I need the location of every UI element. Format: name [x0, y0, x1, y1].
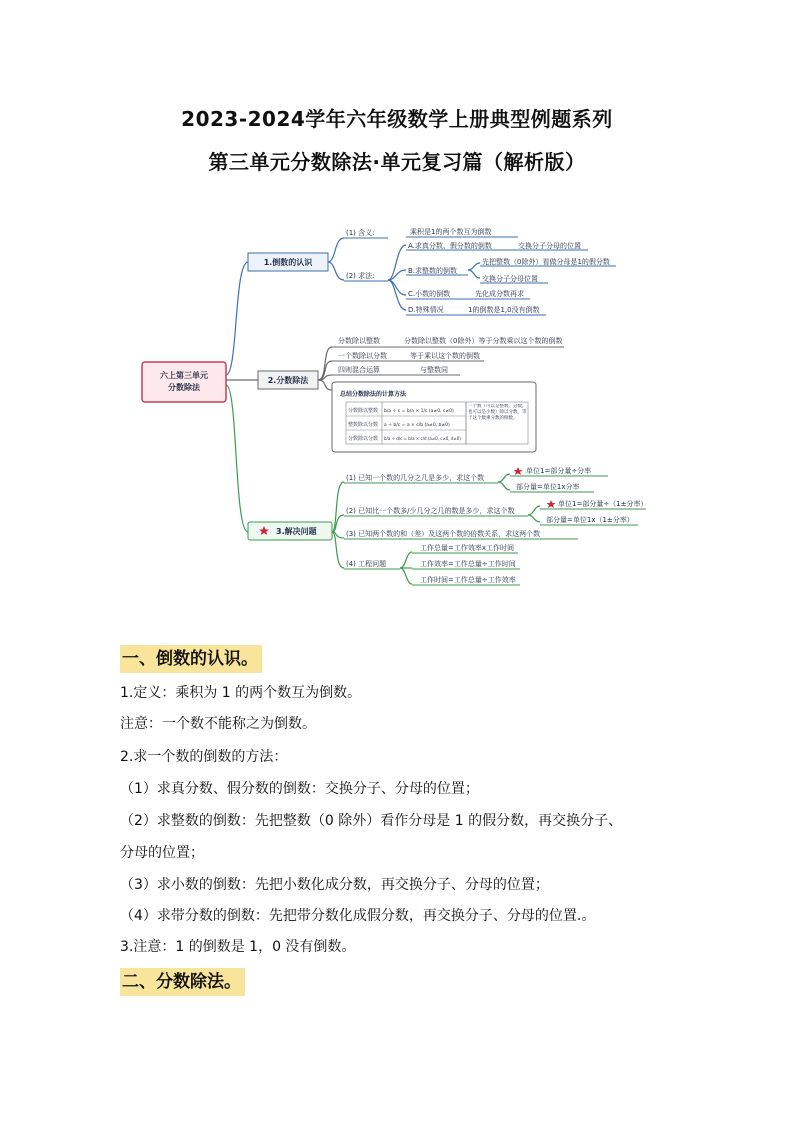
star-icon	[514, 467, 523, 475]
problem4-label: (4) 工程问题	[346, 560, 387, 568]
problem1-a: 单位1=部分量÷分率	[526, 467, 592, 475]
method-d-label: D.特殊情况	[408, 306, 444, 314]
problem2-b: 部分量=单位1x（1±分率）	[546, 516, 634, 524]
summary-box-title: 总结分数除法的计算方法	[340, 391, 407, 398]
def-text: 乘积是1的两个数互为倒数	[410, 228, 492, 236]
star-icon	[547, 500, 556, 508]
method-b-text2: 交换分子分母位置	[482, 275, 538, 283]
root-label-line1: 六上第三单元	[160, 371, 208, 380]
section1-line-1: 1.定义：乘积为 1 的两个数互为倒数。	[120, 685, 362, 701]
problem1-b: 部分量=单位1x分率	[516, 483, 580, 491]
branch-reciprocal-label: 1.倒数的认识	[263, 258, 313, 267]
summary-row1-label: 分数除以整数	[348, 408, 379, 414]
division-row3-text: 与整数同	[420, 366, 448, 374]
division-row1-text: 分数除以整数（0除外）等于分数乘以这个数的倒数	[404, 337, 563, 345]
summary-row1-formula: b/a ÷ c = b/a × 1/c (a≠0, c≠0)	[384, 409, 454, 414]
problem1-label: (1) 已知一个数的几分之几是多少，求这个数	[346, 474, 485, 482]
division-row2-label: 一个数除以分数	[338, 352, 387, 360]
division-row3-label: 四则混合运算	[338, 366, 380, 374]
division-row1-label: 分数除以整数	[338, 337, 380, 345]
root-label-line2: 分数除法	[168, 383, 200, 392]
summary-row3-formula: b/a ÷ d/c = b/a × c/d (a≠0, c≠0, d≠0)	[384, 436, 461, 441]
section1-heading: 一、倒数的认识。	[120, 645, 262, 673]
method-b-label: B.求整数的倒数	[408, 267, 458, 275]
method-label: (2) 求法:	[346, 272, 375, 280]
section1-line-3: 2.求一个数的倒数的方法：	[120, 749, 288, 765]
section1-line-2: 注意：一个数不能称之为倒数。	[120, 716, 316, 732]
summary-row3-label: 分数除以分数	[348, 436, 379, 442]
section2-heading: 二、分数除法。	[120, 968, 245, 996]
problem2-a: 单位1=部分量÷（1±分率）	[558, 500, 648, 508]
method-c-label: C.小数的倒数	[408, 290, 451, 298]
method-d-text: 1的倒数是1,0没有倒数	[468, 306, 540, 314]
method-a-label: A.求真分数、假分数的倒数	[408, 242, 492, 250]
method-b-text1: 先把整数（0除外）看做分母是1的假分数	[482, 258, 610, 266]
document-title: 2023-2024学年六年级数学上册典型例题系列	[181, 107, 613, 131]
document-subtitle: 第三单元分数除法·单元复习篇（解析版）	[208, 150, 586, 174]
problem4-a: 工作总量=工作效率x工作时间	[420, 544, 515, 552]
summary-note: 一个数（可以是整数、分数，也可以是小数）除以分数，等于这个数乘分数的倒数。	[468, 404, 527, 421]
problem2-label: (2) 已知比一个数多/少几分之几的数是多少，求这个数	[346, 507, 515, 515]
branch-problems-label: 3.解决问题	[276, 527, 317, 536]
section1-line-9: 3.注意：1 的倒数是 1，0 没有倒数。	[120, 939, 356, 955]
method-a-text: 交换分子分母的位置	[518, 242, 581, 250]
summary-row2-formula: a ÷ b/c = a × c/b (a≠0, b≠0)	[384, 423, 450, 428]
section1-line-8: （4）求带分数的倒数：先把带分数化成假分数，再交换分子、分母的位置.。	[120, 908, 596, 924]
problem3-label: (3) 已知两个数的和（差）及这两个数的倍数关系，求这两个数	[346, 530, 541, 538]
summary-row2-label: 整数除以分数	[348, 422, 379, 428]
problem4-b: 工作效率=工作总量÷工作时间	[420, 560, 516, 568]
section1-line-6: 分母的位置；	[120, 845, 204, 861]
problem4-c: 工作时间=工作总量÷工作效率	[420, 576, 516, 584]
branch-division-label: 2.分数除法	[267, 376, 309, 385]
division-row2-text: 等于乘以这个数的倒数	[410, 352, 480, 360]
root-node	[142, 362, 226, 402]
section1-line-4: （1）求真分数、假分数的倒数：交换分子、分母的位置；	[120, 781, 479, 797]
section1-line-7: （3）求小数的倒数：先把小数化成分数，再交换分子、分母的位置；	[120, 877, 549, 893]
mind-map	[138, 220, 658, 598]
section1-line-5: （2）求整数的倒数：先把整数（0 除外）看作分母是 1 的假分数，再交换分子、	[120, 813, 623, 829]
def-label: (1) 含义:	[346, 229, 375, 237]
method-c-text: 先化成分数再求	[475, 290, 524, 298]
